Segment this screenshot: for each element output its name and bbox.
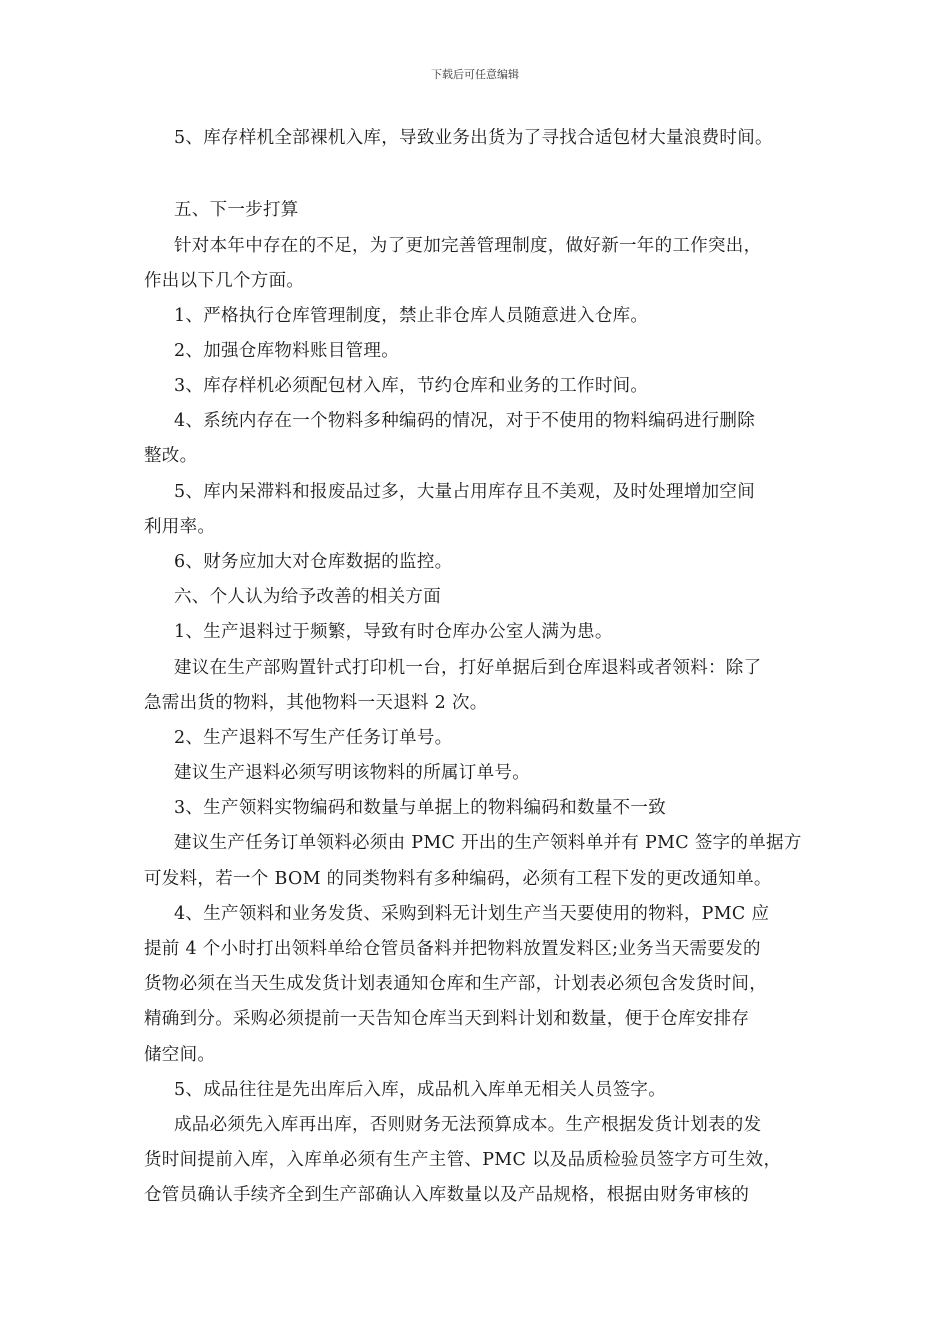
paragraph-line: 精确到分。采购必须提前一天告知仓库当天到料计划和数量，便于仓库安排存 <box>144 1009 750 1029</box>
section-heading: 五、下一步打算 <box>174 200 299 220</box>
list-item: 4、生产领料和业务发货、采购到料无计划生产当天要使用的物料，PMC 应 <box>174 904 770 924</box>
page-header: 下载后可任意编辑 <box>431 68 519 81</box>
paragraph-line: 建议在生产部购置针式打印机一台，打好单据后到仓库退料或者领料：除了 <box>174 658 762 678</box>
paragraph-line: 利用率。 <box>144 517 216 537</box>
paragraph-line: 建议生产退料必须写明该物料的所属订单号。 <box>174 763 530 783</box>
paragraph-line: 建议生产任务订单领料必须由 PMC 开出的生产领料单并有 PMC 签字的单据方 <box>174 833 802 853</box>
list-item: 3、生产领料实物编码和数量与单据上的物料编码和数量不一致 <box>174 798 667 818</box>
paragraph-line: 作出以下几个方面。 <box>144 271 305 291</box>
list-item: 5、库内呆滞料和报废品过多，大量占用库存且不美观，及时处理增加空间 <box>174 482 756 502</box>
paragraph-line: 货物必须在当天生成发货计划表通知仓库和生产部，计划表必须包含发货时间， <box>144 974 767 994</box>
list-item: 2、生产退料不写生产任务订单号。 <box>174 728 453 748</box>
list-item: 1、严格执行仓库管理制度，禁止非仓库人员随意进入仓库。 <box>174 306 649 326</box>
paragraph-line: 储空间。 <box>144 1045 216 1065</box>
list-item: 5、成品往往是先出库后入库，成品机入库单无相关人员签字。 <box>174 1080 667 1100</box>
paragraph-line: 成品必须先入库再出库，否则财务无法预算成本。生产根据发货计划表的发 <box>174 1115 762 1135</box>
list-item: 4、系统内存在一个物料多种编码的情况，对于不使用的物料编码进行删除 <box>174 411 756 431</box>
paragraph-line: 针对本年中存在的不足，为了更加完善管理制度，做好新一年的工作突出， <box>174 236 762 256</box>
paragraph-line: 仓管员确认手续齐全到生产部确认入库数量以及产品规格，根据由财务审核的 <box>144 1185 750 1205</box>
paragraph-line: 可发料，若一个 BOM 的同类物料有多种编码，必须有工程下发的更改通知单。 <box>144 869 772 889</box>
list-item: 1、生产退料过于频繁，导致有时仓库办公室人满为患。 <box>174 622 613 642</box>
paragraph-line: 急需出货的物料，其他物料一天退料 2 次。 <box>144 693 488 713</box>
paragraph-line: 货时间提前入库，入库单必须有生产主管、PMC 以及品质检验员签字方可生效， <box>144 1150 782 1170</box>
paragraph-line: 5、库存样机全部裸机入库，导致业务出货为了寻找合适包材大量浪费时间。 <box>174 128 773 148</box>
paragraph-line: 整改。 <box>144 446 198 466</box>
list-item: 6、财务应加大对仓库数据的监控。 <box>174 552 453 572</box>
list-item: 2、加强仓库物料账目管理。 <box>174 341 400 361</box>
paragraph-line: 提前 4 个小时打出领料单给仓管员备料并把物料放置发料区;业务当天需要发的 <box>144 939 761 959</box>
list-item: 3、库存样机必须配包材入库，节约仓库和业务的工作时间。 <box>174 376 649 396</box>
section-heading: 六、个人认为给予改善的相关方面 <box>174 587 441 607</box>
